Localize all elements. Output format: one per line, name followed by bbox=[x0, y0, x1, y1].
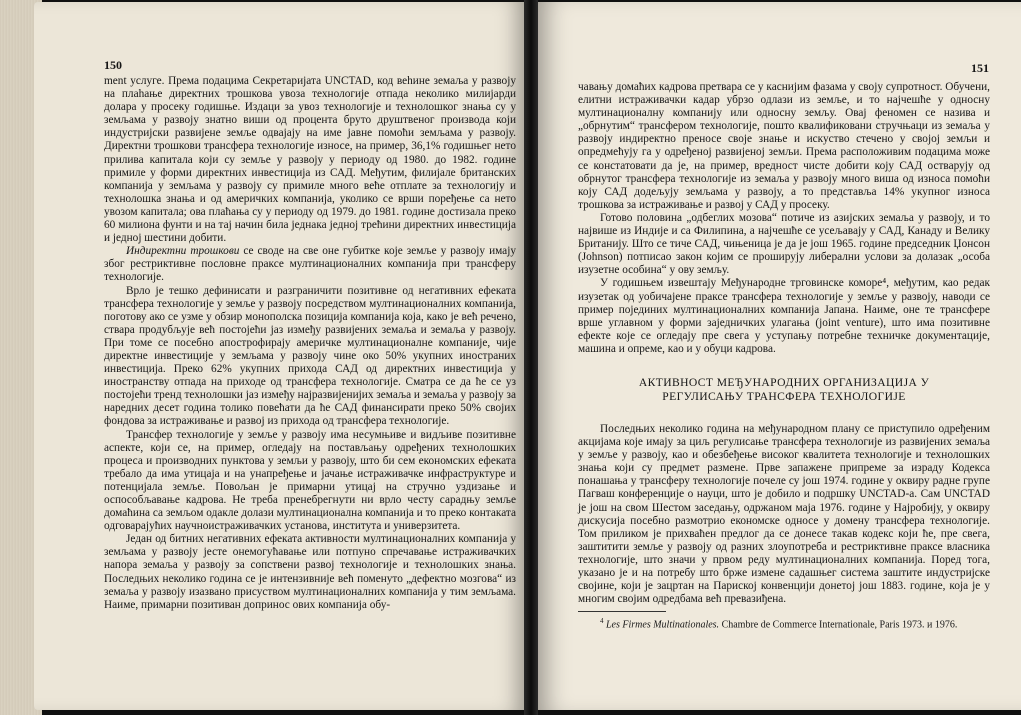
book-gutter bbox=[524, 0, 538, 715]
italic-term: Индиректни трошкови bbox=[126, 245, 240, 258]
paragraph: Последњих неколико година на међународном плану се приступило одређеним акцијама које имају за циљ регулисање трансфера технологије из развијених земаља у земље у развоју, као и обезбеђење високог квалитета технологије и технолошких знања који су предмет размене. Прве запажене припреме за израду Кодекса понашања у трансферу технологије почеле су још 1974. године у оквиру радне групе Пагваш конференције о науци, што је добило и подршку UNCTAD-а. Сам UNCTAD је још на свом Шестом заседању, одржаном маја 1976. године у Најробију, у оквиру дискусија посебно размотрио економске односе у домену трансфера технологије. Том приликом је прихваћен предлог да се донесе такав кодекс који ће, пре свега, заштитити земље у развоју од разних злоупотреба и рестриктивне праксе власника технологије, што значи у првом реду мултинационалних компанија. Поред тога, указано је и на потребу што брже измене садашњег система заштите индустријске својине, који је зацртан на Париској конвенцији донетој још 1883. године, која је у многим својим одредбама већ превазиђена. bbox=[578, 422, 990, 606]
footnote bbox=[578, 615, 990, 631]
paragraph: Један од битних негативних ефеката активности мултинационалних компанија у земљама у развоју јесте онемогућавање или потпуно спречавање истраживачких напора земаља у развоју за сопствени развој технологије и технолошких знања. Последњих неколико година се је интензивније већ поменуто „дефектно мозгова“ из земаља у развоју изазвано присуством мултинационалних компанија у тим земљама. Наиме, примарни позитиван допринос ових компанија обу- bbox=[104, 533, 516, 611]
paragraph: Индиректни трошкови се своде на све оне губитке које земље у развоју имају због рестриктивне пословне праксе мултинационалних компанија при трансферу технологије. bbox=[104, 245, 516, 284]
page-number-left: 150 bbox=[104, 58, 122, 72]
paragraph: чавању домаћих кадрова претвара се у каснијим фазама у своју супротност. Обучени, елитни истраживачки кадар убрзо одлази из земље, и то најчешће у односну мултинационалну компанију или односну земљу. Овај феномен се назива и „обрнутим“ трансфером технологије, пошто квалификовани стручњаци из земаља у развоју индиректно преносе своје знање и искуство стечено у својој земљи и опредмећују га у одређеној развијеној земљи. Према расположивим подацима може се констатовати да је, на пример, вредност чисте добити коју САД остварују од обрнутог трансфера технологије из земаља у развоју много виша од износа помоћи коју САД додељују земљама у развоју, а то представља 14% укупног износа трошкова за истраживање и развој у САД у просеку. bbox=[578, 81, 990, 211]
paragraph: Врло је тешко дефинисати и разграничити позитивне од негативних ефеката трансфера технологије у земље у развоју посредством мултинационалних компанија, поготову ако се узме у обзир монополска позиција компанија која, како је већ речено, ствара продубљује већ постојећи јаз између развијених земаља и земаља у развоју. При томе се посебно апострофирају америчке мултинационалне компаније, чије директне инвестиције у земљама у развоју чине око 50% укупних иностраних инвестиција. Преко 62% укупних прихода САД од директних инвестиција у иностранству отпада на приходе од трансфера технологије. Сматра се да ће се уз постојећи тренд технолошки јаз између најразвијенијих земаља и земаља у развоју за наредних десет година толико повећати да ће САД финансирати преко 50% својих фондова за истраживање и развој из прихода од трансфера технологије. bbox=[104, 284, 516, 428]
paragraph: Трансфер технологије у земље у развоју има несумњиве и видљиве позитивне аспекте, који се, на пример, огледају на постављању одређених технолошких процеса и производних пунктова у земљи у развоју, што би сем економских ефеката требало да има утицаја и на унапређење и јачање истраживачке инфраструктуре и потенцијала земље. Повољан је примарни утицај на стручно уздизање и оспособљавање кадрова. Не треба пренебрегнути ни врло честу сарадњу земље домаћина са земљом одакле долази мултинационална компанија и то преко контаката одговарајућих научноистраживачких установа, института и универзитета. bbox=[104, 428, 516, 533]
heading-line: РЕГУЛИСАЊУ ТРАНСФЕРА ТЕХНОЛОГИЈЕ bbox=[662, 389, 906, 403]
footnote-text: Chambre de Commerce Internationale, Paris 1973. и 1976. bbox=[719, 619, 958, 631]
paragraph: ment услуге. Према подацима Секретаријата UNCTAD, код веһине земаља у развоју на плаһање директних трошкова увоза технологије отпада неколико милијарди долара у просеку годишње. Издаци за увоз технологије и технолошког знања су у земљама у развоју знатно виши од процента бруто друштвеног производа који индустријски развијене земље одвајају на име јавне помоћи земљама у развоју. Директни трошкови трансфера технологије износе, на пример, 36,1% годишњег нето прилива капитала који су земље у развоју у периоду од 1980. до 1982. године примиле у форми директних инвестиција из САД. Међутим, филијале британских компанија у земљама у развоју су примиле много веће отплате за технологију и технолошка знања и од америчких компанија, уколико се врши поређење са нето увозом капитала; ова плаћања су у периоду од 1979. до 1981. године достизала преко 60 милиона фунти и на тај начин била једнака једној трећини директних инвестиција и једној шестини добити. bbox=[104, 75, 516, 245]
heading-line: АКТИВНОСТ МЕЂУНАРОДНИХ ОРГАНИЗАЦИЈА У bbox=[638, 375, 930, 389]
section-heading bbox=[578, 376, 990, 404]
footnote-title: Les Firmes Multinationales. bbox=[606, 619, 720, 631]
right-page-text bbox=[578, 81, 990, 632]
paragraph: У годишњем извештају Међународне трговинске коморе⁴, међутим, као редак изузетак од уобичајене праксе трансфера технологије у земље у развоју, наводи се пример појединих мултинационалних компанија Јапана. Наиме, оне те трансфере врше углавном у форми заједничких улагања (joint venture), што има позитивне ефекте које се огледају пре свега у уступању потребне техничке документације, машина и опреме, као и у обуци кадрова. bbox=[578, 277, 990, 355]
footnote-rule bbox=[578, 611, 666, 612]
right-page bbox=[538, 2, 1021, 710]
paragraph: Готово половина „одбеглих мозова“ потиче из азијских земаља у развоју, и то највише из Индије и са Филипина, а најчешће се усељавају у САД, Канаду и Велику Британију. Што се тиче САД, чињеница је да је још 1965. године председник Џонсон (Johnson) потписао закон којим се проширују либерални услови за долазак „особа изузетне особина“ у ову земљу. bbox=[578, 211, 990, 277]
page-number-right: 151 bbox=[971, 61, 989, 75]
left-page-text bbox=[104, 75, 516, 612]
footnote-mark: 4 bbox=[600, 617, 604, 626]
left-page bbox=[34, 2, 524, 710]
